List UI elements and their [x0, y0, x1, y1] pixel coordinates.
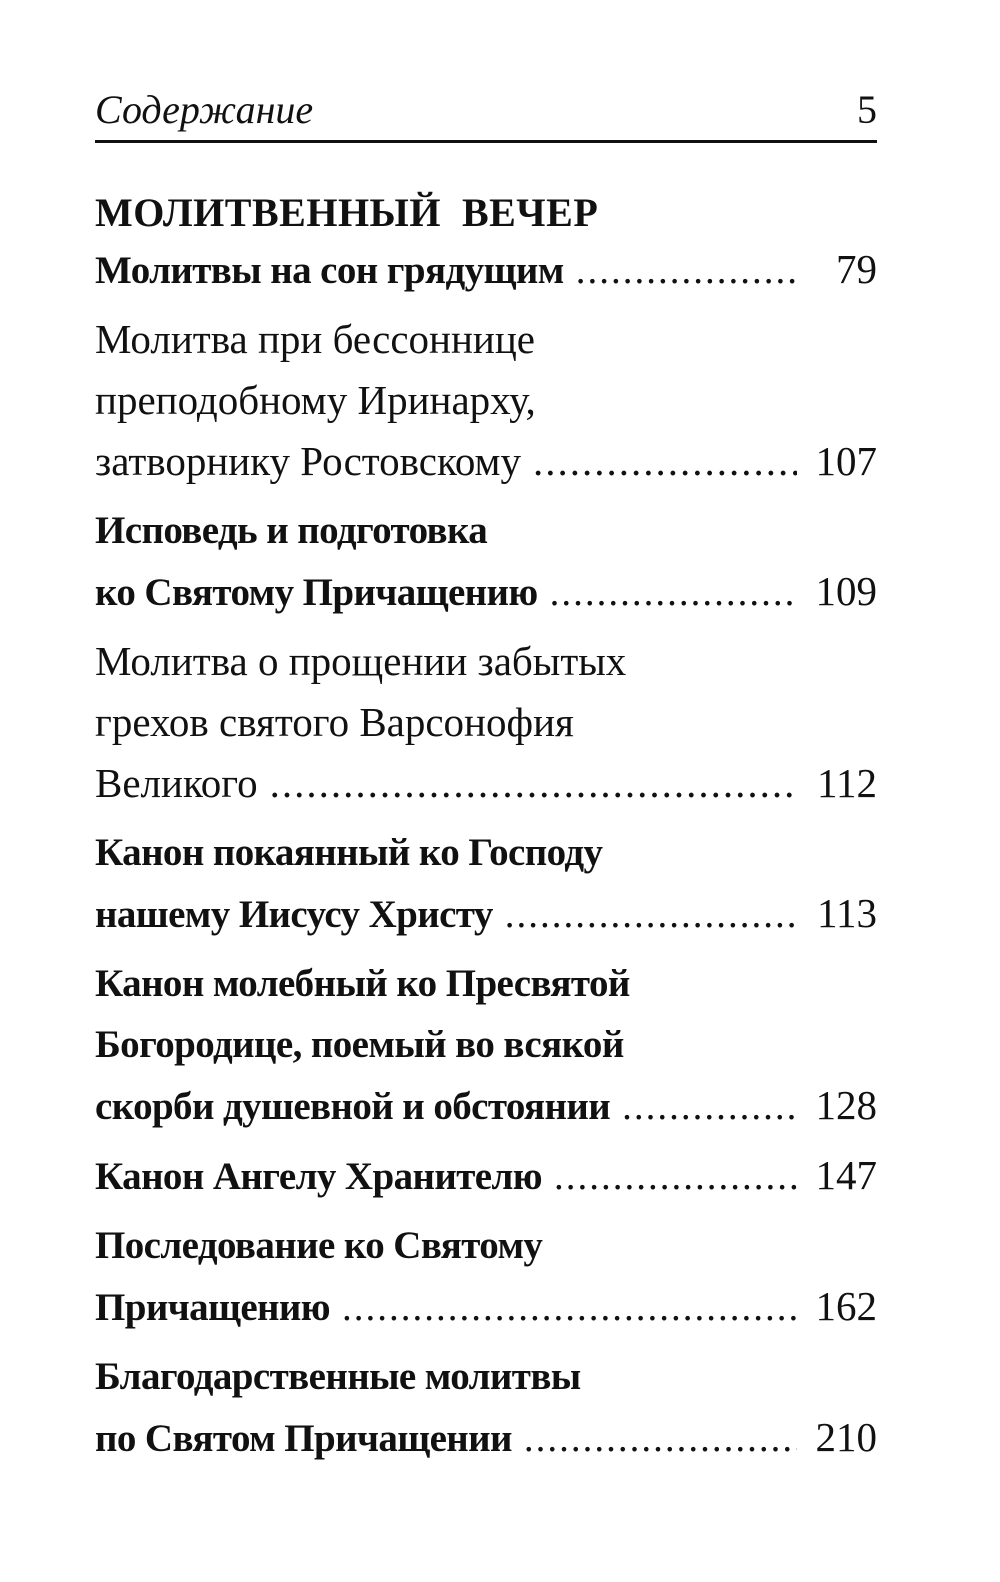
toc-entry-last-line [95, 431, 877, 492]
toc-entry-title-line: Последование ко Святому [95, 1224, 543, 1267]
toc-entry-title-line: нашему Иисусу Христу [95, 893, 493, 936]
table-of-contents [95, 239, 877, 1469]
toc-entry-title-line: Причащению [95, 1286, 330, 1329]
toc-entry[interactable] [95, 1346, 877, 1469]
dot-leader [270, 753, 797, 814]
toc-entry-last-line [95, 1276, 877, 1338]
toc-entry-title-line: Канон Ангелу Хранителю [95, 1155, 542, 1198]
toc-entry-last-line [95, 1407, 877, 1469]
dot-leader [342, 1277, 797, 1338]
dot-leader [576, 240, 797, 301]
toc-page-number: 147 [815, 1152, 877, 1198]
toc-entry[interactable] [95, 239, 877, 301]
dot-leader [550, 562, 797, 623]
toc-entry[interactable] [95, 1145, 877, 1207]
toc-page-number: 128 [815, 1082, 877, 1128]
toc-entry-title-line: скорби душевной и обстоянии [95, 1085, 611, 1128]
toc-page-number: 107 [815, 438, 877, 484]
toc-entry[interactable] [95, 631, 877, 814]
toc-entry-title-line: Молитва о прощении забытых [95, 638, 627, 684]
dot-leader [554, 1146, 797, 1207]
toc-entry[interactable] [95, 500, 877, 623]
toc-entry[interactable] [95, 309, 877, 492]
toc-entry-title-line: Канон покаянный ко Господу [95, 831, 603, 874]
toc-entry-last-line [95, 561, 877, 623]
toc-entry-title-line: Великого [95, 760, 258, 806]
toc-page-number: 79 [836, 246, 877, 292]
toc-page-number: 162 [815, 1283, 877, 1329]
header-page-number: 5 [857, 87, 877, 132]
toc-entry-title-line: Молитвы на сон грядущим [95, 249, 564, 292]
toc-entry-last-line [95, 239, 877, 301]
toc-entry-last-line [95, 753, 877, 814]
toc-entry-title-line: по Святом Причащении [95, 1417, 512, 1460]
toc-entry-title-line: ко Святому Причащению [95, 571, 538, 614]
dot-leader [622, 1076, 797, 1137]
toc-entry[interactable] [95, 953, 877, 1137]
toc-entry-title-line: затворнику Ростовскому [95, 438, 521, 484]
toc-entry-title-line: Богородице, поемый во всякой [95, 1023, 624, 1066]
toc-entry-title-line: грехов святого Варсонофия [95, 699, 574, 745]
toc-entry[interactable] [95, 822, 877, 945]
toc-entry-last-line [95, 1075, 877, 1137]
toc-entry-last-line [95, 1145, 877, 1207]
running-header [95, 82, 877, 143]
toc-entry-title-line: преподобному Иринарху, [95, 377, 536, 423]
dot-leader [524, 1408, 797, 1469]
toc-entry-title-line: Исповедь и подготовка [95, 509, 488, 552]
toc-entry-title-line: Благодарственные молитвы [95, 1355, 581, 1398]
toc-entry-title-line: Молитва при бессоннице [95, 316, 536, 362]
toc-entry[interactable] [95, 1215, 877, 1338]
toc-entry-title-line: Канон молебный ко Пресвятой [95, 962, 630, 1005]
toc-page-number: 210 [815, 1414, 877, 1460]
toc-entry-last-line [95, 883, 877, 945]
running-title: Содержание [95, 87, 314, 132]
book-page [95, 82, 877, 1477]
section-heading: МОЛИТВЕННЫЙ ВЕЧЕР [95, 190, 599, 235]
dot-leader [533, 431, 797, 492]
dot-leader [505, 884, 797, 945]
toc-page-number: 109 [815, 568, 877, 614]
toc-page-number: 112 [817, 760, 877, 806]
toc-page-number: 113 [817, 890, 877, 936]
